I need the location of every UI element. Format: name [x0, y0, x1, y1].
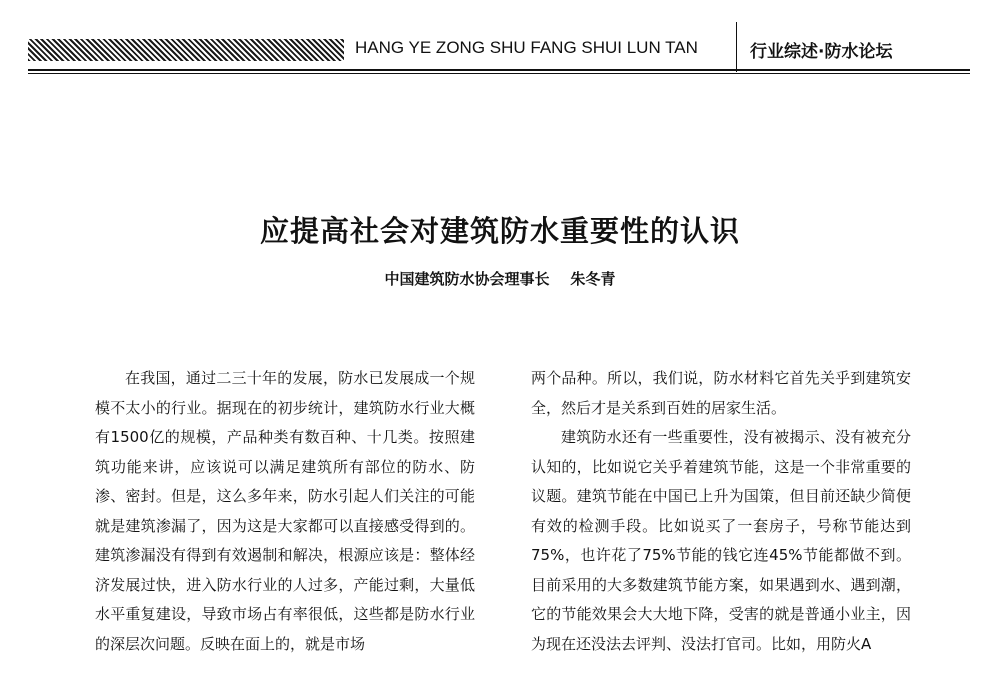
paragraph: 在我国，通过二三十年的发展，防水已发展成一个规模不太小的行业。据现在的初步统计，建筑防水行业大概有1500亿的规模，产品种类有数百种、十几类。按照建筑功能来讲，应该说可以满足建筑所有部位的防水、防渗、密封。但是，这么多年来，防水引起人们关注的可能就是建筑渗漏了，因为这是大家都可以直接感受得到的。建筑渗漏没有得到有效遏制和解决，根源应该是：整体经济发展过快，进入防水行业的人过多，产能过剩，大量低水平重复建设，导致市场占有率很低，这些都是防水行业的深层次问题。反映在面上的，就是市场 [95, 369, 475, 653]
article-title: 应提高社会对建筑防水重要性的认识 [259, 214, 740, 249]
page-header [0, 0, 1000, 80]
paragraph: 建筑防水还有一些重要性，没有被揭示、没有被充分认知的，比如说它关乎着建筑节能，这是一个非常重要的议题。建筑节能在中国已上升为国策，但目前还缺少简便有效的检测手段。比如说买了一套房子，号称节能达到75%，也许花了75%节能的钱它连45%节能都做不到。目前采用的大多数建筑节能方案，如果遇到水、遇到潮，它的节能效果会大大地下降，受害的就是普通小业主，因为现在还没法去评判、没法打官司。比如，用防火A [531, 428, 911, 653]
paragraph: 两个品种。所以，我们说，防水材料它首先关乎到建筑安全，然后才是关系到百姓的居家生活。 [531, 369, 911, 417]
header-rule-thick [28, 69, 970, 71]
article-author: 中国建筑防水协会理事长 朱冬青 [384, 270, 616, 288]
body-column-right [531, 364, 911, 659]
body-column-left [95, 364, 475, 659]
header-rule-thin [28, 73, 970, 74]
header-title-en: HANG YE ZONG SHU FANG SHUI LUN TAN [355, 38, 698, 57]
header-hatch-bar [28, 39, 344, 61]
header-separator [736, 22, 737, 72]
header-title-cn: 行业综述·防水论坛 [750, 42, 893, 62]
